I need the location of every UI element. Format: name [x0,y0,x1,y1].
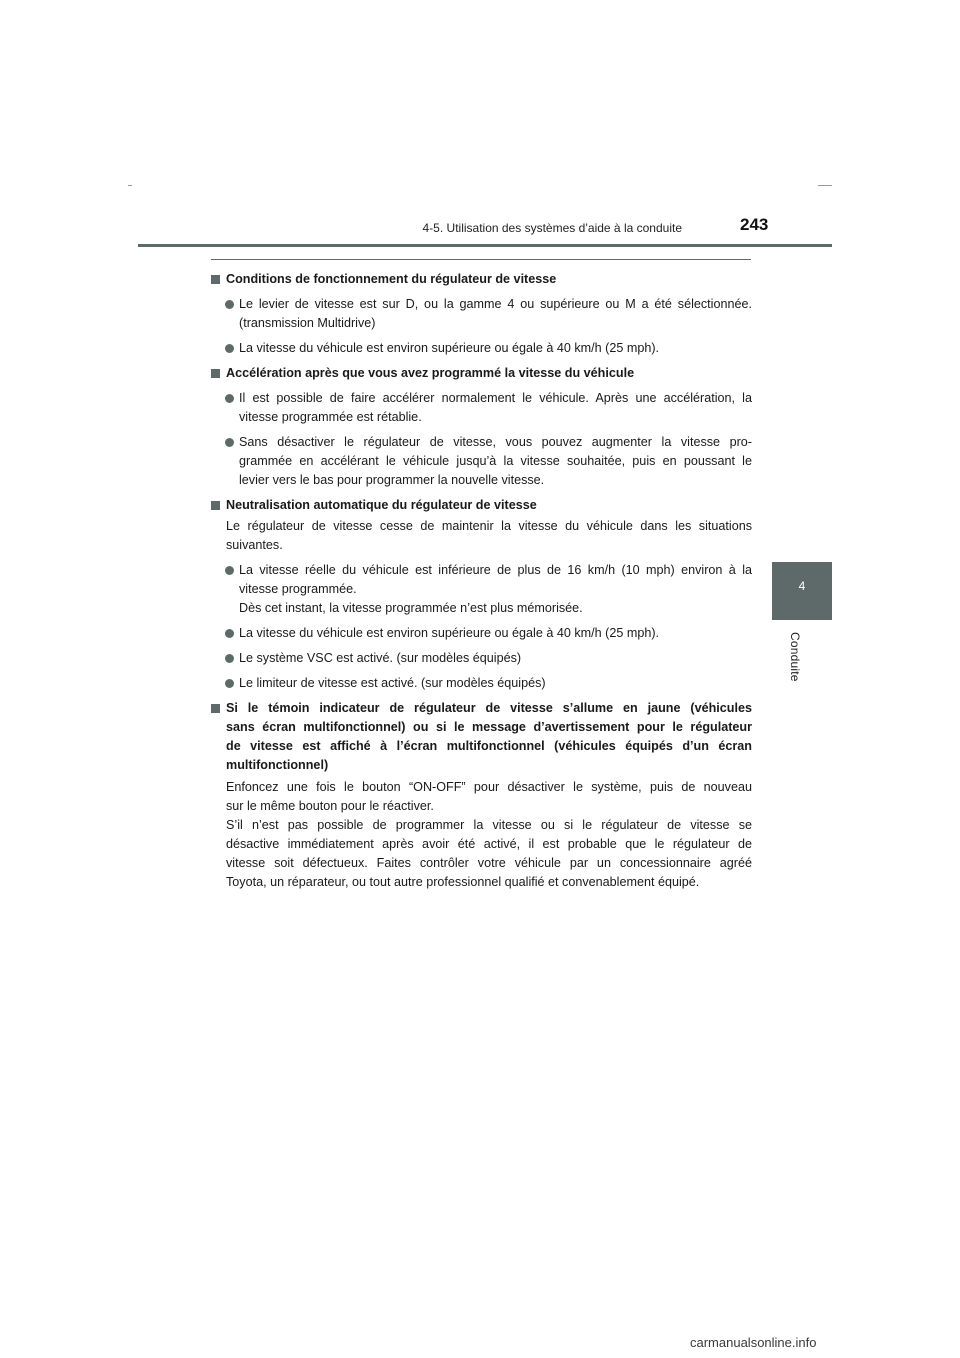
text-line: vitesse programmée est rétablie. [239,409,422,424]
section-title-line: multifonctionnel) [226,757,329,772]
crop-mark-right [818,185,832,186]
text-line: levier vers le bas pour programmer la nouvelle vitesse. [239,472,545,487]
text-line: Dès cet instant, la vitesse programmée n’est plus mémorisée. [239,601,583,616]
square-bullet-icon [211,501,220,510]
text-line: sur le même bouton pour le réactiver. [226,798,434,813]
text-line: Le limiteur de vitesse est activé. (sur modèles équipés) [239,676,546,691]
text-line: La vitesse réelle du véhicule est inférieure de plus de 16 km/h (10 mph) environ à la [239,563,752,578]
text-line: S’il n’est pas possible de programmer la vitesse ou si le régulateur de vitesse se [226,817,752,832]
text-line: désactive immédiatement après avoir été activé, il est probable que le régulateur de [226,836,752,851]
round-bullet-icon [225,566,234,575]
chapter-tab[interactable] [772,562,832,620]
list-item [211,624,752,643]
text-line: grammée en accélérant le véhicule jusqu’à la vitesse souhaitée, puis en poussant le [239,453,752,468]
square-bullet-icon [211,704,220,713]
section-title-line: Si le témoin indicateur de régulateur de vitesse s’allume en jaune (véhicules [226,701,752,716]
chapter-tab-number: 4 [798,579,806,593]
text-line: Le levier de vitesse est sur D, ou la gamme 4 ou supérieure ou M a été sélectionnée. [239,296,752,311]
text-line: (transmission Multidrive) [239,315,376,330]
chapter-tab-label: Conduite [788,632,802,682]
watermark-link[interactable]: carmanualsonline.info [690,1335,817,1350]
section-title: Accélération après que vous avez programmé la vitesse du véhicule [226,365,635,380]
content-top-rule [211,259,751,260]
header-rule [138,244,832,247]
text-line: La vitesse du véhicule est environ supérieure ou égale à 40 km/h (25 mph). [239,340,660,355]
text-line: La vitesse du véhicule est environ supérieure ou égale à 40 km/h (25 mph). [239,626,660,641]
text-line: Le système VSC est activé. (sur modèles équipés) [239,651,522,666]
section-title-line: de vitesse est affiché à l’écran multifonctionnel (véhicules équipés d’un écran [226,738,752,753]
round-bullet-icon [225,654,234,663]
text-line: Le régulateur de vitesse cesse de maintenir la vitesse du véhicule dans les situations [226,519,752,534]
text-line: Il est possible de faire accélérer normalement le véhicule. Après une accélération, la [239,390,752,405]
list-item [211,339,752,358]
text-line: Toyota, un réparateur, ou tout autre professionnel qualifié et convenablement équipé. [226,874,700,889]
round-bullet-icon [225,394,234,403]
square-bullet-icon [211,275,220,284]
page-content [211,268,752,892]
list-item [211,561,752,618]
chapter-header-title: 4-5. Utilisation des systèmes d’aide à la conduite [422,221,682,235]
text-line: vitesse soit défectueux. Faites contrôler votre véhicule par un concessionnaire agréé [226,855,752,870]
section-heading [211,364,752,383]
list-item [211,433,752,490]
square-bullet-icon [211,369,220,378]
text-line: vitesse programmée. [239,582,357,597]
text-line: Sans désactiver le régulateur de vitesse, vous pouvez augmenter la vitesse pro- [239,434,752,449]
text-line: suivantes. [226,538,283,553]
round-bullet-icon [225,629,234,638]
section-paragraph [211,778,752,892]
list-item [211,295,752,333]
text-line: Enfoncez une fois le bouton “ON-OFF” pour désactiver le système, puis de nouveau [226,779,752,794]
round-bullet-icon [225,300,234,309]
list-item [211,674,752,693]
list-item [211,649,752,668]
crop-mark-left [128,185,132,186]
section-title-line: sans écran multifonctionnel) ou si le message d’avertissement pour le régulateur [226,720,752,735]
section-heading [211,270,752,289]
section-intro [211,517,752,555]
round-bullet-icon [225,679,234,688]
round-bullet-icon [225,344,234,353]
round-bullet-icon [225,438,234,447]
list-item [211,389,752,427]
section-title: Conditions de fonctionnement du régulateur de vitesse [226,272,557,286]
page-number: 243 [740,215,769,234]
section-heading [211,699,752,774]
section-heading [211,496,752,515]
section-title: Neutralisation automatique du régulateur de vitesse [226,497,537,512]
